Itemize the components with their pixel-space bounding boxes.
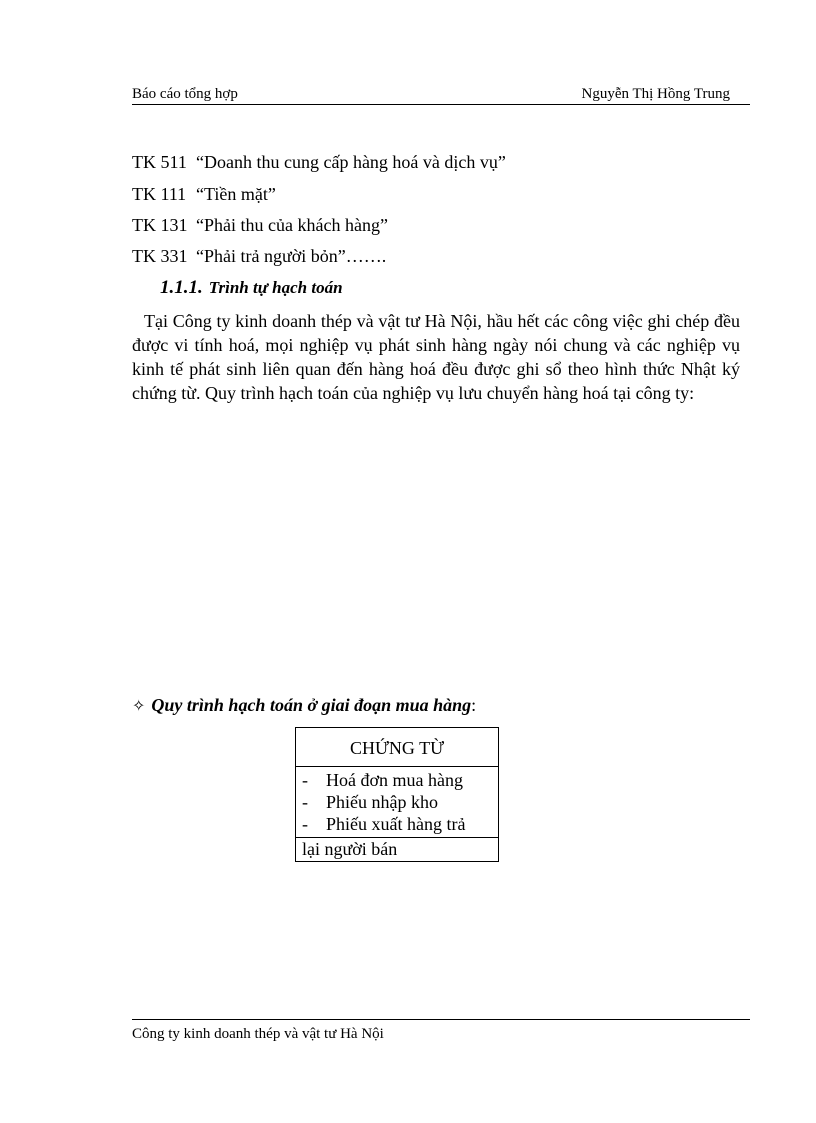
item-dash: - (302, 770, 308, 790)
account-code: TK 331 (132, 246, 188, 266)
account-name: “Phải trả người bỏn”……. (196, 246, 387, 266)
page-header (132, 84, 750, 105)
section-number: 1.1.1. (160, 277, 203, 298)
voucher-item (296, 813, 498, 835)
account-code: TK 111 (132, 184, 187, 204)
section-title: Trình tự hạch toán (208, 278, 343, 297)
bullet-suffix: : (471, 695, 477, 715)
account-line (132, 246, 386, 267)
voucher-items (296, 767, 498, 838)
item-text: Phiếu xuất hàng trả (326, 814, 466, 834)
bullet-heading (132, 695, 476, 716)
account-line (132, 215, 388, 236)
body-paragraph: Tại Công ty kinh doanh thép và vật tư Hà Nội, hầu hết các công việc ghi chép đều được vi tính hoá, mọi nghiệp vụ phát sinh hàng ngày nói chung và các nghiệp vụ kinh tế phát sinh liên quan đến hàng hoá đều được ghi sổ theo hình thức Nhật ký chứng từ. Quy trình hạch toán của nghiệp vụ lưu chuyển hàng hoá tại công ty: (132, 311, 740, 403)
voucher-box (295, 727, 499, 862)
item-text: Hoá đơn mua hàng (326, 770, 463, 790)
header-author: Nguyễn Thị Hồng Trung (581, 86, 730, 102)
item-dash: - (302, 814, 308, 834)
bullet-label: Quy trình hạch toán ở giai đoạn mua hàng (151, 695, 472, 715)
account-line (132, 152, 506, 173)
voucher-item (296, 769, 498, 791)
account-name: “Phải thu của khách hàng” (196, 215, 388, 235)
item-dash: - (302, 792, 308, 812)
footer-divider (132, 1019, 750, 1020)
account-name: “Tiền mặt” (196, 184, 276, 204)
header-report-title: Báo cáo tổng hợp (132, 86, 238, 102)
voucher-box-title: CHỨNG TỪ (296, 728, 498, 767)
account-code: TK 511 (132, 152, 187, 172)
voucher-item (296, 791, 498, 813)
diamond-bullet-icon: ✧ (132, 698, 146, 715)
account-code: TK 131 (132, 215, 188, 235)
section-heading (160, 277, 343, 299)
voucher-item-continuation: lại người bán (302, 839, 398, 859)
item-text: Phiếu nhập kho (326, 792, 438, 812)
page-footer: Công ty kinh doanh thép và vật tư Hà Nội (132, 1026, 384, 1042)
account-line (132, 184, 276, 205)
account-name: “Doanh thu cung cấp hàng hoá và dịch vụ” (196, 152, 506, 172)
